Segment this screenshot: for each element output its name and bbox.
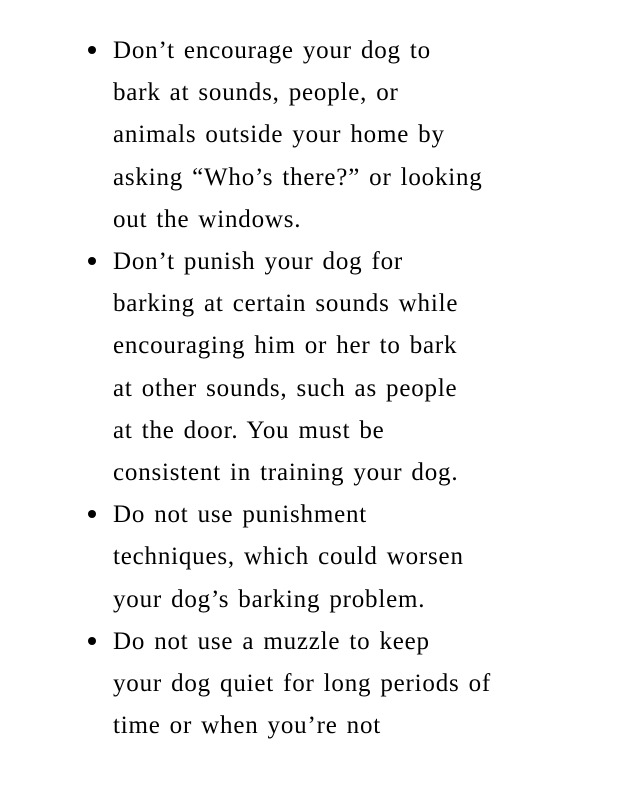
- text-line: at other sounds, such as people: [113, 374, 458, 402]
- text-line: techniques, which could worsen: [113, 543, 464, 571]
- text-line: Don’t punish your dog for: [113, 248, 404, 276]
- text-line: at the door. You must be: [113, 416, 385, 444]
- bullet-list: [0, 30, 618, 747]
- text-line: Do not use a muzzle to keep: [113, 627, 430, 655]
- bullet-item-encourage: [0, 30, 618, 241]
- text-line: consistent in training your dog.: [113, 459, 459, 487]
- bullet-dot-icon: [88, 637, 96, 645]
- text-line: your dog quiet for long periods of: [113, 670, 492, 698]
- text-line: asking “Who’s there?” or looking: [113, 163, 483, 191]
- text-line: out the windows.: [113, 205, 302, 233]
- text-line: Do not use punishment: [113, 501, 368, 529]
- text-line: encouraging him or her to bark: [113, 332, 458, 360]
- bullet-dot-icon: [88, 510, 96, 518]
- bullet-item-punish: [0, 241, 618, 494]
- text-line: barking at certain sounds while: [113, 290, 459, 318]
- bullet-item-techniques: [0, 494, 618, 621]
- bullet-dot-icon: [88, 46, 96, 54]
- text-line: bark at sounds, people, or: [113, 79, 399, 107]
- text-line: time or when you’re not: [113, 712, 382, 740]
- text-line: your dog’s barking problem.: [113, 585, 426, 613]
- text-line: animals outside your home by: [113, 121, 445, 149]
- text-line: Don’t encourage your dog to: [113, 37, 431, 64]
- bullet-item-muzzle: [0, 621, 618, 748]
- bullet-dot-icon: [88, 257, 96, 265]
